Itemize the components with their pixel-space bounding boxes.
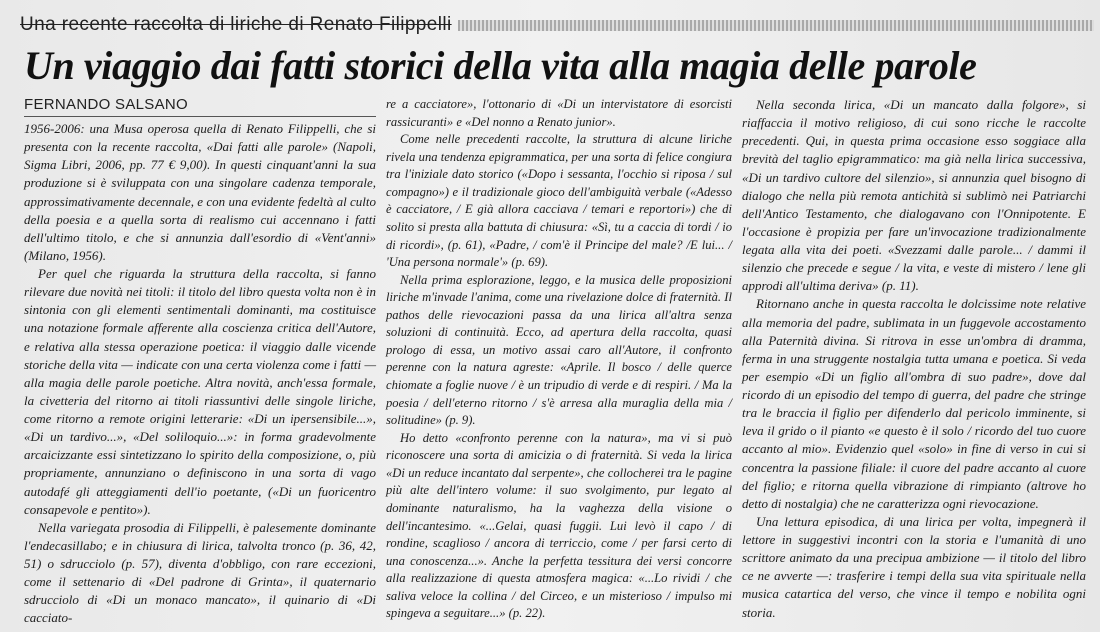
- kicker-row: [20, 12, 1094, 38]
- paragraph: Ritornano anche in questa raccolta le dolcissime note relative alla memoria del padre, sublimata in un fuggevole accostamento alla Paternità divina. Si ritrova in esse un'ombra di dramma, ferma in una struggente nostalgia tutta umana e poetica. Si veda per esempio «Di un figlio all'ombra di suo padre», dove dal ricordo di un episodio del tempo di guerra, del padre che stringe tra le braccia il figlio per difenderlo dal pericolo imminente, si leva il grido o il pianto «e questo è il solo / ricordo del tuo cuore accanto al mio». Evidenzio quel «solo» in fine di verso in cui si concentra la passione filiale: il cuore del padre accanto al cuore del figlio; e ritorna quella vibrazione di rimpianto (altrove ho detto di nostalgia) che ne caratterizza ogni rievocazione.: [742, 296, 1086, 511]
- paragraph: Ho detto «confronto perenne con la natura», ma vi si può riconoscere una sorta di amicizia o di fraternità. Si veda la lirica «Di un reduce incantato dal serpente», che collocherei tra le pagine più alte dell'intero volume: il suo svolgimento, pur legato al dominante naturalismo, ha la vaghezza della visione o dell'incantesimo. «...Gelai, quasi fuggii. Lui levò il capo / di rondine, scaglioso / ancora di terriccio, come / per farsi certo di una conoscenza...». Anche la perfetta tessitura dei versi concorre alla realizzazione di questa atmosfera magica: «...Lo rividi / che saliva veloce la collina / del Circeo, e un misterioso / impulso mi spingeva a seguitare...» (p. 22).: [386, 430, 732, 621]
- paragraph: Nella seconda lirica, «Di un mancato dalla folgore», si riaffaccia il motivo religioso, di cui sono ricche le raccolte precedenti. Qui, in questa prima occasione esso soggiace alla brevità del taglio epigrammatico: ma già nella lirica successiva, «Di un tardivo cultore del silenzio», si annunzia quel bisogno di dialogo che nella più remota antichità si sublimò nei Patriarchi dell'Antico Testamento, che dialogavano con l'Onnipotente. E l'occasione è propizia per fare un'invocazione tradizionalmente legata alla vita dei poeti. «Svezzami dalle parole... / dammi il silenzio che precede e segue / la vita, e veste di mistero / lene gli approdi all'ultima deriva» (p. 11).: [742, 97, 1086, 294]
- headline: Un viaggio dai fatti storici della vita alla magia delle parole: [24, 43, 977, 88]
- article-column-2: [386, 96, 732, 623]
- paragraph: re a cacciatore», l'ottonario di «Di un intervistatore di esorcisti rassicuranti» e «Del nonno a Renato junior».: [386, 97, 732, 129]
- paragraph: 1956-2006: una Musa operosa quella di Renato Filippelli, che si presenta con la recente raccolta, «Dai fatti alle parole» (Napoli, Sigma Libri, 2006, pp. 77 € 9,00). In questi cinquant'anni la sua produzione si è sviluppata con una singolare cadenza temporale, approssimativamente decennale, e con una evidente fedeltà al culto della poesia e a quella sorta di realismo cui accennano i fatti dell'ultimo titolo, e che si annunzia dall'esordio di «Vent'anni» (Milano, 1956).: [24, 121, 376, 263]
- byline-row: [24, 96, 376, 117]
- paragraph: Nella prima esplorazione, leggo, e la musica delle proposizioni liriche m'invade l'anima, come una rivelazione dolce di fraternità. Il pathos delle rievocazioni passa da una lirica all'altra senza soluzioni di continuità. Ecco, ad apertura della raccolta, quasi prologo di essa, un motivo assai caro all'Autore, il confronto perenne con la natura agreste: «Aprile. Il bosco / delle querce chiomate a foglie nuove / è un tripudio di verde e di respiri. / Ma la poesia / dell'eterno ritorno / s'è arresa alla muraglia della mia / solitudine» (p. 9).: [386, 272, 732, 428]
- paragraph: Una lettura episodica, di una lirica per volta, impegnerà il lettore in suggestivi incontri con la storia e l'umanità di uno scrittore animato da una precipua ambizione — il titolo del libro ce ne avverte —: trasferire i tempi della sua vita spirituale nella musica catartica del verso, che vince il tempo e nobilita ogni storia.: [742, 513, 1086, 620]
- kicker-rule: [458, 20, 1094, 31]
- kicker: Una recente raccolta di liriche di Renato Filippelli: [20, 14, 452, 35]
- byline: FERNANDO SALSANO: [24, 96, 188, 113]
- paragraph: Nella variegata prosodia di Filippelli, è palesemente dominante l'endecasillabo; e in chiusura di lirica, talvolta tronco (p. 36, 42, 51) o sdrucciolo (p. 57), diventa d'obbligo, con rare eccezioni, come il settenario di «Del padrone di Grinta», il quaternario sdrucciolo di «Di un monaco mancato», il quinario di «Di cacciato-: [24, 519, 376, 626]
- paragraph: Per quel che riguarda la struttura della raccolta, si fanno rilevare due novità nei titoli: il titolo del libro questa volta non è in sintonia con gli elementi sentimentali dominanti, ma costituisce una notazione formale afferente alla coscienza critica dell'Autore, e relativa alla stessa operazione poetica: il viaggio dalle vicende storiche della vita — indicate con una certa violenza come i fatti — alla magia delle parole poetiche. Altra novità, anch'essa formale, la civetteria del ritorno ai titoli riassuntivi delle singole liriche, come ritorno a remote origini letterarie: «Di un ipersensibile...», «Di un tardivo...», «Del soliloquio...»: in forma gradevolmente arcaicizzante essi sintetizzano lo spirito della composizione, o, più propriamente, annunziano o definiscono in una sorta di vago autodafé gli atteggiamenti dell'io poetante, («Di un fuoricentro consapevole e pentito»).: [24, 266, 376, 517]
- paragraph: Come nelle precedenti raccolte, la struttura di alcune liriche rivela una tendenza epigrammatica, per una sorta di felice congiura tra l'iniziale dato storico («Dopo i sessanta, l'occhio si riposa / sul compagno») e il tradizionale gioco dell'ambiguità verbale («Adesso è cacciatore, / E già allora cacciava / temari e reportori») che di solito si presta alla battuta di chiusura: «Sì, tu a caccia di tordi / io di ricordi», (p. 61), «Padre, / com'è il Principe del male? /E lui... / 'Una persona normale'» (p. 69).: [386, 132, 732, 270]
- article-column-1: [24, 120, 376, 628]
- article-column-3: [742, 96, 1086, 622]
